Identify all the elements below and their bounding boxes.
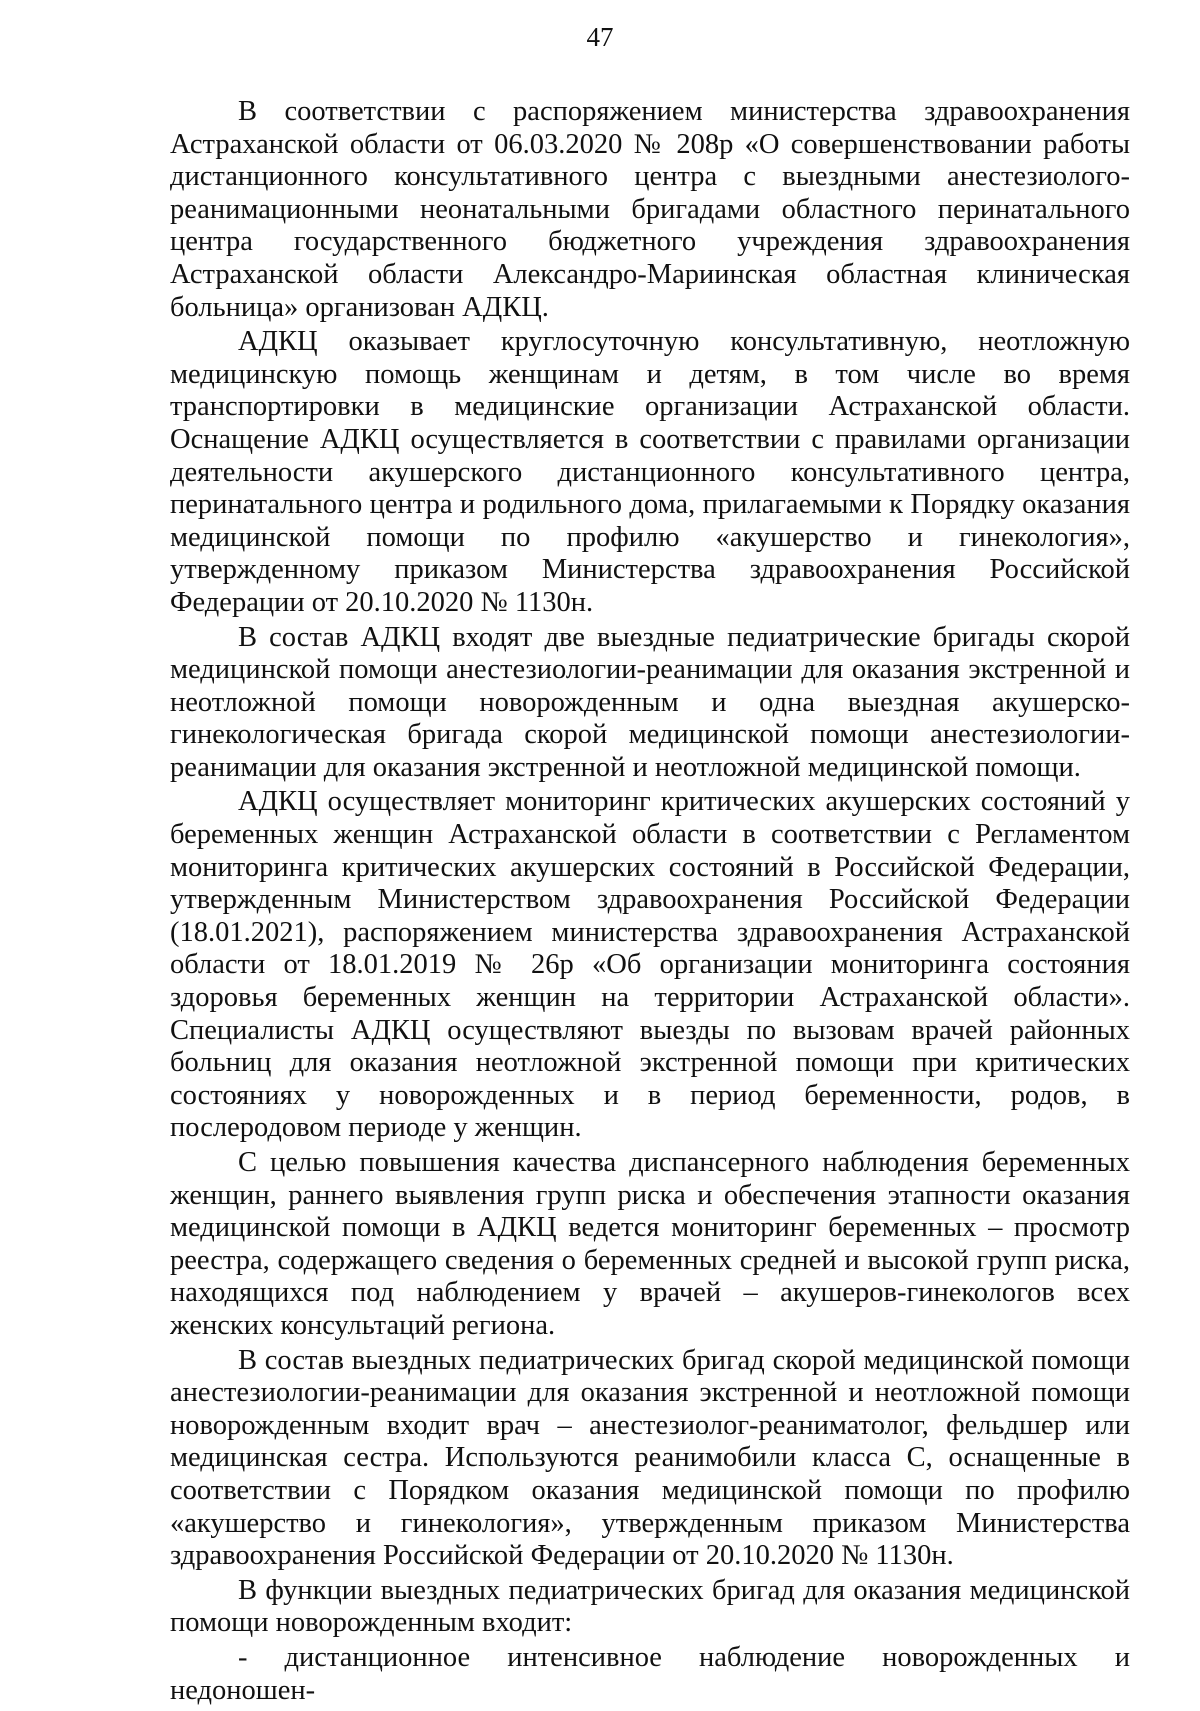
paragraph: С целью повышения качества диспансерного наблюдения беременных женщин, раннего выявления групп риска и обеспечения этапности оказания медицинской помощи в АДКЦ ведется мониторинг беременных – просмотр реестра, содержащего сведения о беременных средней и высокой групп риска, находящихся под наблюдением у врачей – акушеров-гинекологов всех женских консультаций региона. bbox=[170, 1147, 1130, 1341]
paragraph: В функции выездных педиатрических бригад для оказания медицинской помощи новорожденным входит: bbox=[170, 1574, 1130, 1639]
body-text bbox=[170, 96, 1130, 1709]
paragraph: В состав АДКЦ входят две выездные педиатрические бригады скорой медицинской помощи анестезиологии-реанимации для оказания экстренной и неотложной помощи новорожденным и одна выездная акушерско-гинекологическая бригада скорой медицинской помощи анестезиологии-реанимации для оказания экстренной и неотложной медицинской помощи. bbox=[170, 621, 1130, 783]
paragraph: В соответствии с распоряжением министерства здравоохранения Астраханской области от 06.03.2020 № 208р «О совершенствовании работы дистанционного консультативного центра с выездными анестезиолого-реанимационными неонатальными бригадами областного перинатального центра государственного бюджетного учреждения здравоохранения Астраханской области Александро-Мариинская областная клиническая больница» организован АДКЦ. bbox=[170, 96, 1130, 323]
paragraph: АДКЦ осуществляет мониторинг критических акушерских состояний у беременных женщин Астраханской области в соответствии с Регламентом мониторинга критических акушерских состояний в Российской Федерации, утвержденным Министерством здравоохранения Российской Федерации (18.01.2021), распоряжением министерства здравоохранения Астраханской области от 18.01.2019 № 26р «Об организации мониторинга состояния здоровья беременных женщин на территории Астраханской области». Специалисты АДКЦ осуществляют выезды по вызовам врачей районных больниц для оказания неотложной экстренной помощи при критических состояниях у новорожденных и в период беременности, родов, в послеродовом периоде у женщин. bbox=[170, 786, 1130, 1144]
page-number: 47 bbox=[586, 22, 614, 52]
paragraph: В состав выездных педиатрических бригад скорой медицинской помощи анестезиологии-реанимации для оказания экстренной и неотложной помощи новорожденным входит врач – анестезиолог-реаниматолог, фельдшер или медицинская сестра. Используются реанимобили класса С, оснащенные в соответствии с Порядком оказания медицинской помощи по профилю «акушерство и гинекология», утвержденным приказом Министерства здравоохранения Российской Федерации от 20.10.2020 № 1130н. bbox=[170, 1344, 1130, 1572]
list-item: - дистанционное интенсивное наблюдение новорожденных и недоношен- bbox=[170, 1641, 1130, 1706]
paragraph: АДКЦ оказывает круглосуточную консультативную, неотложную медицинскую помощь женщинам и детям, в том числе во время транспортировки в медицинские организации Астраханской области. Оснащение АДКЦ осуществляется в соответствии с правилами организации деятельности акушерского дистанционного консультативного центра, перинатального центра и родильного дома, прилагаемыми к Порядку оказания медицинской помощи по профилю «акушерство и гинекология», утвержденному приказом Министерства здравоохранения Российской Федерации от 20.10.2020 № 1130н. bbox=[170, 326, 1130, 618]
